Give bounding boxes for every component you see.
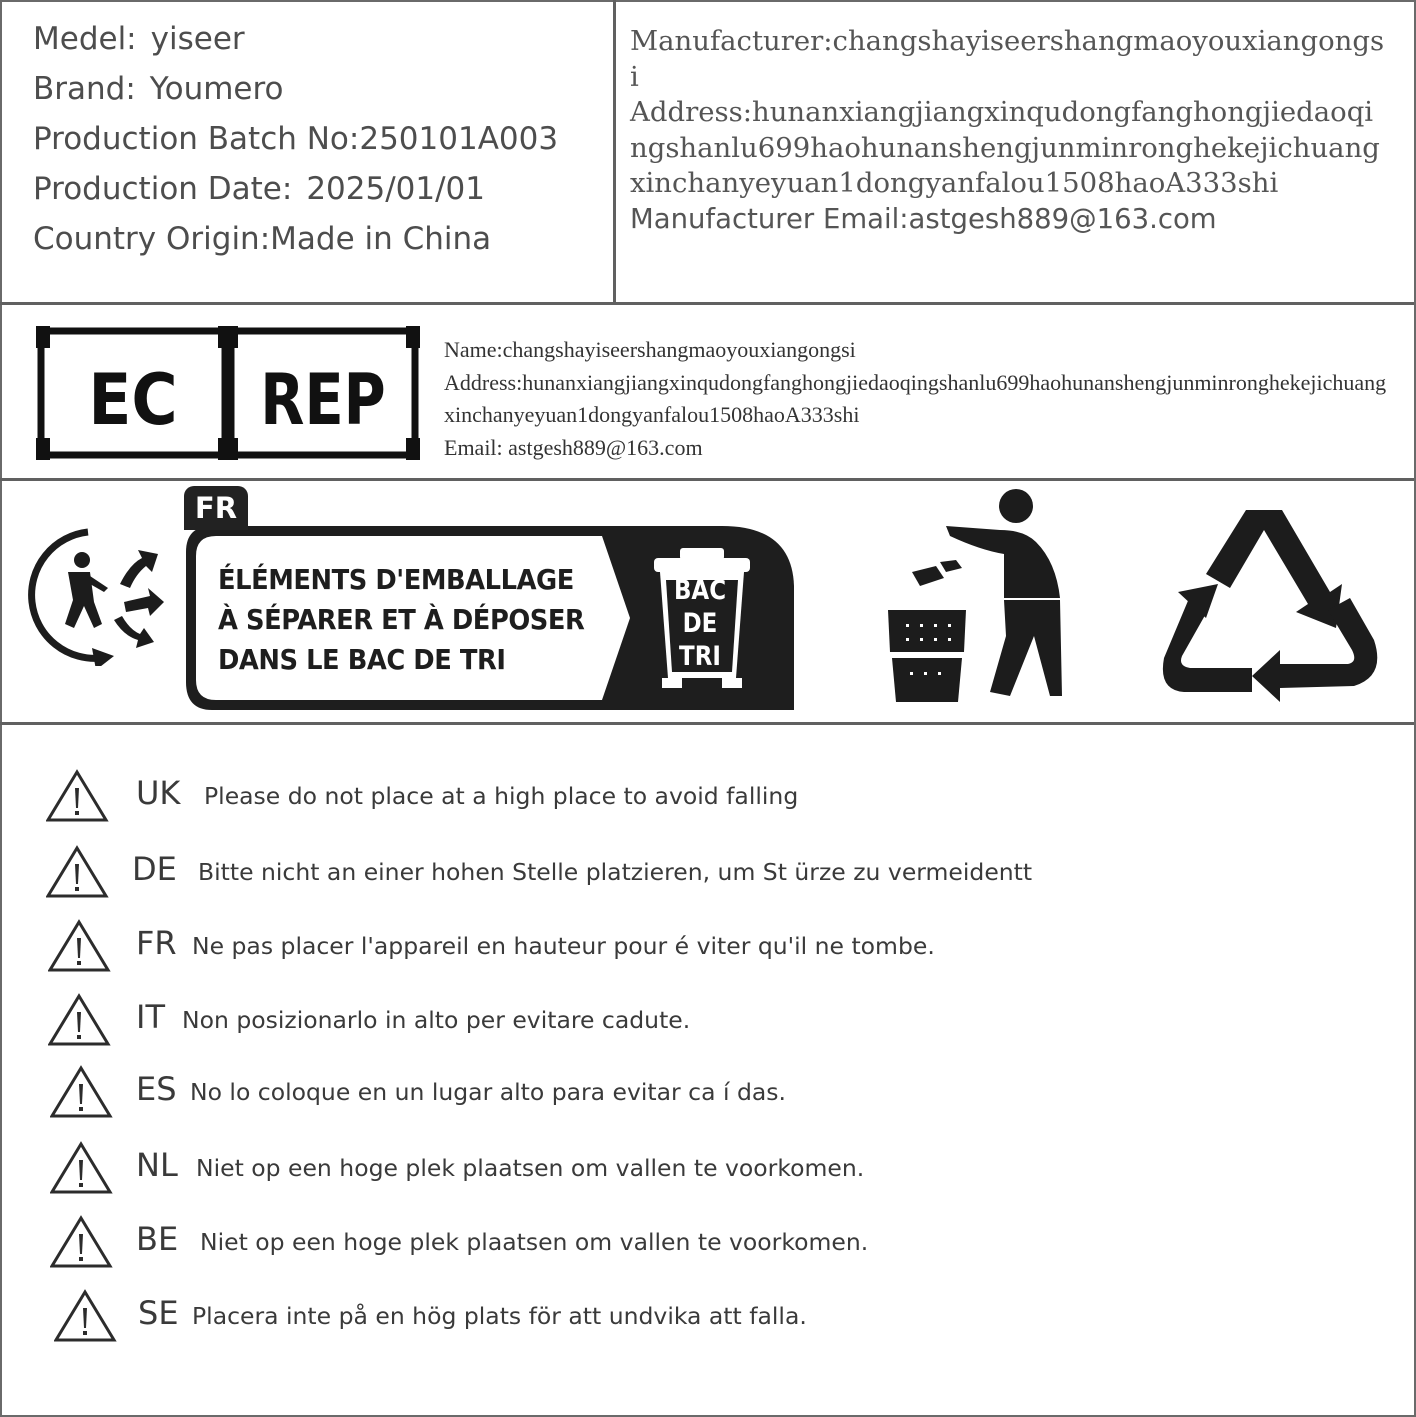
- sorting-instruction: [218, 560, 584, 680]
- bin-label-2: DE: [682, 608, 718, 639]
- batch-value: 250101A003: [359, 121, 559, 157]
- origin-label: Country Origin:: [33, 221, 271, 257]
- bin-label-1: BAC: [673, 575, 727, 606]
- brand-row: [33, 70, 558, 120]
- warning-icon: [54, 1288, 118, 1344]
- warning-icon: [46, 844, 110, 900]
- date-row: [33, 170, 558, 220]
- warning-language-code: NL: [136, 1146, 178, 1184]
- ec-rep-icon: [36, 326, 420, 460]
- warning-language-code: IT: [136, 998, 165, 1036]
- manufacturer-name: Manufacturer:changshayiseershangmaoyouxiangongsi: [630, 25, 1385, 93]
- warning-text: Please do not place at a high place to avoid falling: [204, 782, 799, 810]
- warning-icon: [50, 1064, 114, 1120]
- divider-vertical: [613, 0, 616, 304]
- warning-language-code: ES: [136, 1070, 177, 1108]
- warning-language-code: BE: [136, 1220, 179, 1258]
- model-label: Medel:: [33, 21, 137, 57]
- rep-text: REP: [260, 360, 386, 442]
- brand-value: Youmero: [149, 71, 284, 107]
- warning-icon: [50, 1214, 114, 1270]
- date-label: Production Date:: [33, 171, 293, 207]
- ec-rep-name: Name:changshayiseershangmaoyouxiangongsi: [444, 337, 856, 362]
- recycle-icon: [1160, 500, 1380, 710]
- brand-label: Brand:: [33, 71, 136, 107]
- warning-language-code: UK: [136, 774, 181, 812]
- manufacturer-email: Manufacturer Email:astgesh889@163.com: [630, 202, 1217, 235]
- divider-3: [0, 722, 1414, 725]
- date-value: 2025/01/01: [306, 171, 486, 207]
- warning-text: Niet op een hoge plek plaatsen om vallen te voorkomen.: [196, 1154, 865, 1182]
- warning-language-code: DE: [132, 850, 177, 888]
- bin-label-3: TRI: [679, 641, 721, 672]
- warning-text: Niet op een hoge plek plaatsen om vallen te voorkomen.: [200, 1228, 869, 1256]
- warning-icon: [48, 992, 112, 1048]
- triman-icon: [18, 524, 168, 666]
- sorting-line-3: DANS LE BAC DE TRI: [218, 643, 506, 676]
- warning-text: Placera inte på en hög plats för att undvika att falla.: [192, 1302, 807, 1330]
- fr-badge: FR: [184, 486, 248, 530]
- origin-row: [33, 220, 558, 270]
- warning-text: Ne pas placer l'appareil en hauteur pour é viter qu'il ne tombe.: [192, 932, 935, 960]
- warning-text: Non posizionarlo in alto per evitare cadute.: [182, 1006, 691, 1034]
- manufacturer-block: [630, 24, 1390, 237]
- batch-label: Production Batch No:: [33, 121, 360, 157]
- sorting-line-1: ÉLÉMENTS D'EMBALLAGE: [218, 563, 574, 596]
- warning-language-code: FR: [136, 924, 177, 962]
- divider-2: [0, 478, 1414, 481]
- warning-text: Bitte nicht an einer hohen Stelle platzieren, um St ürze zu vermeidentt: [198, 858, 1033, 886]
- warning-text: No lo coloque en un lugar alto para evitar ca í das.: [190, 1078, 787, 1106]
- model-row: [33, 20, 558, 70]
- divider-1: [0, 302, 1414, 305]
- ec-rep-address: Address:hunanxiangjiangxinqudongfanghongjiedaoqingshanlu699haohunanshengjunminronghekejichuangxinchanyeyuan1dongyanfalou1508haoA333shi: [444, 369, 1387, 427]
- warning-language-code: SE: [138, 1294, 179, 1332]
- sorting-line-2: À SÉPARER ET À DÉPOSER: [218, 603, 585, 636]
- ec-rep-email: Email: astgesh889@163.com: [444, 434, 703, 460]
- ec-rep-details: [444, 334, 1394, 464]
- tidy-man-icon: [884, 486, 1074, 708]
- origin-value: Made in China: [270, 221, 492, 257]
- warning-icon: [50, 1140, 114, 1196]
- model-value: yiseer: [150, 21, 245, 57]
- warning-icon: [46, 768, 110, 824]
- product-info: [33, 20, 558, 270]
- bin-label: [669, 574, 730, 673]
- batch-row: [33, 120, 558, 170]
- manufacturer-address: Address:hunanxiangjiangxinqudongfanghongjiedaoqingshanlu699haohunanshengjunminronghekejichuangxinchanyeyuan1dongyanfalou1508haoA333shi: [630, 96, 1380, 199]
- ec-text: EC: [88, 358, 178, 441]
- warning-icon: [48, 918, 112, 974]
